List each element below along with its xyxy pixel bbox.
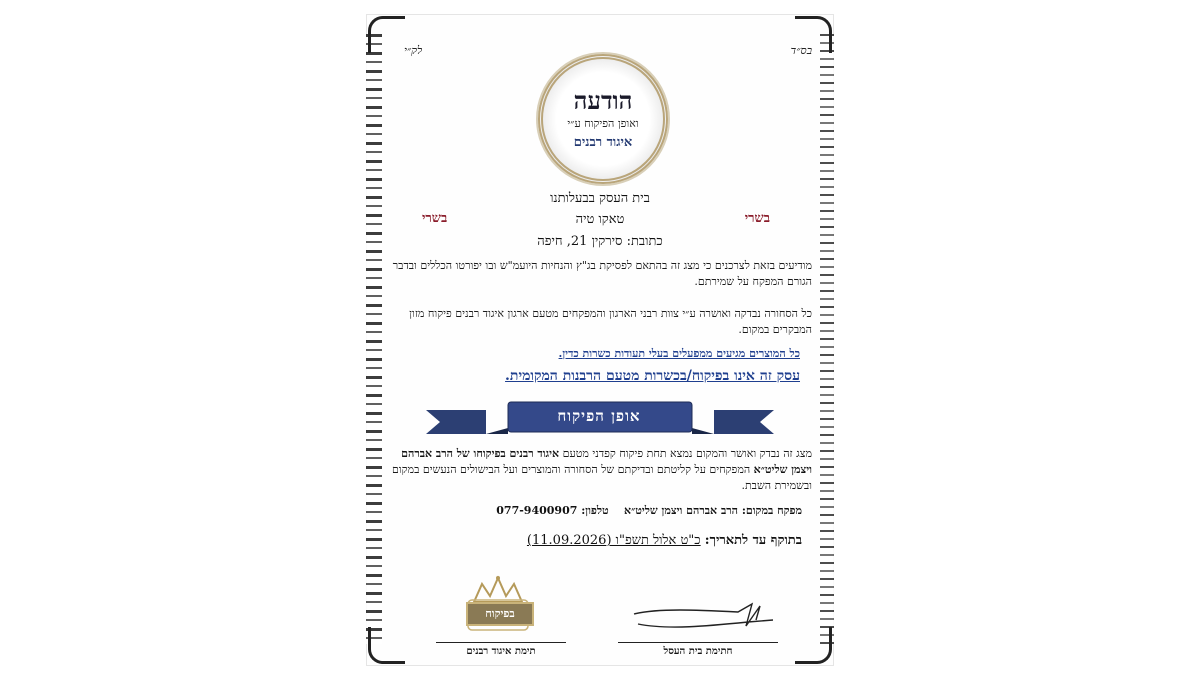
header-lkw: לק״י	[404, 44, 423, 57]
paragraph-supervision	[392, 446, 812, 494]
paragraph-notice: מודיעים בזאת לצרכנים כי מצג זה בהתאם לפסיקת בג"ץ והנחיות היועמ"ש ובו יפורטו הכללים ובדבר הגורם המפקח על שמירתם.	[392, 259, 812, 288]
note-products: כל המוצרים מגיעים ממפעלים בעלי תעודות כשרות כדין.	[558, 347, 800, 360]
note-not-rabbinate: עסק זה אינו בפיקוח/בכשרות מטעם הרבנות המקומית.	[505, 368, 800, 384]
ornamental-border-right	[820, 34, 834, 644]
signature-label-left: תימת איגוד רבנים	[466, 646, 536, 657]
business-owned-line: בית העסק בבעלותנו	[550, 191, 650, 206]
emblem-subtitle: ואופן הפיקוח ע״י	[567, 116, 639, 130]
phone-number: 077-9400907	[496, 504, 578, 517]
phone-label: טלפון:	[581, 504, 609, 517]
kosher-type-right: בשרי	[744, 211, 770, 226]
kosher-certificate-document	[366, 14, 834, 666]
signature-label-right: חתימת בית העסל	[663, 646, 733, 657]
paragraph-inspection: כל הסחורה נבדקה ואושרה ע״י צוות רבני הארגון והמפקחים מטעם ארגון איגוד רבנים פיקוח מזון המבקרים במקום.	[409, 307, 812, 336]
supervision-intro: מצג זה נבדק ואושר והמקום נמצא תחת פיקוח קפדני מטעם	[562, 447, 812, 460]
emblem-title: הודעה	[573, 86, 633, 116]
validity-label: בתוקף עד לתאריך:	[704, 533, 802, 548]
supervisor-name: מפקח במקום: הרב אברהם ויצמן שליט״א	[624, 504, 802, 517]
notice-emblem	[538, 54, 668, 184]
corner-ornament	[368, 16, 405, 53]
contact-line	[392, 504, 802, 517]
corner-ornament	[368, 627, 405, 664]
stamp-label: בפיקוח	[466, 602, 534, 626]
signature-line-left	[436, 642, 566, 643]
validity-date: כ"ט אלול תשפ"ו (11.09.2026)	[526, 533, 701, 548]
emblem-org: איגוד רבנים	[573, 134, 633, 150]
signature-scribble	[628, 596, 778, 638]
signature-line-right	[618, 642, 778, 643]
business-name: טאקו טיה	[575, 212, 625, 227]
supervision-org: איגוד רבנים בפיקוחו של הרב אברהם ויצמן שליט״א	[401, 447, 812, 476]
header-bsd: בס״ד	[790, 44, 812, 57]
ornamental-border-left	[366, 34, 382, 644]
corner-ornament	[795, 627, 832, 664]
kosher-type-left: בשרי	[422, 211, 448, 226]
validity-line	[392, 532, 802, 548]
supervision-rest: המפקחים על קליטתם ובדיקתם של הסחורה והמוצרים ועל הבישולים הנעשים במקום ובשמירת השבת.	[391, 463, 812, 492]
business-address: כתובת: סירקין 21, חיפה	[537, 234, 663, 249]
ribbon-label: אופן הפיקוח	[557, 407, 641, 425]
